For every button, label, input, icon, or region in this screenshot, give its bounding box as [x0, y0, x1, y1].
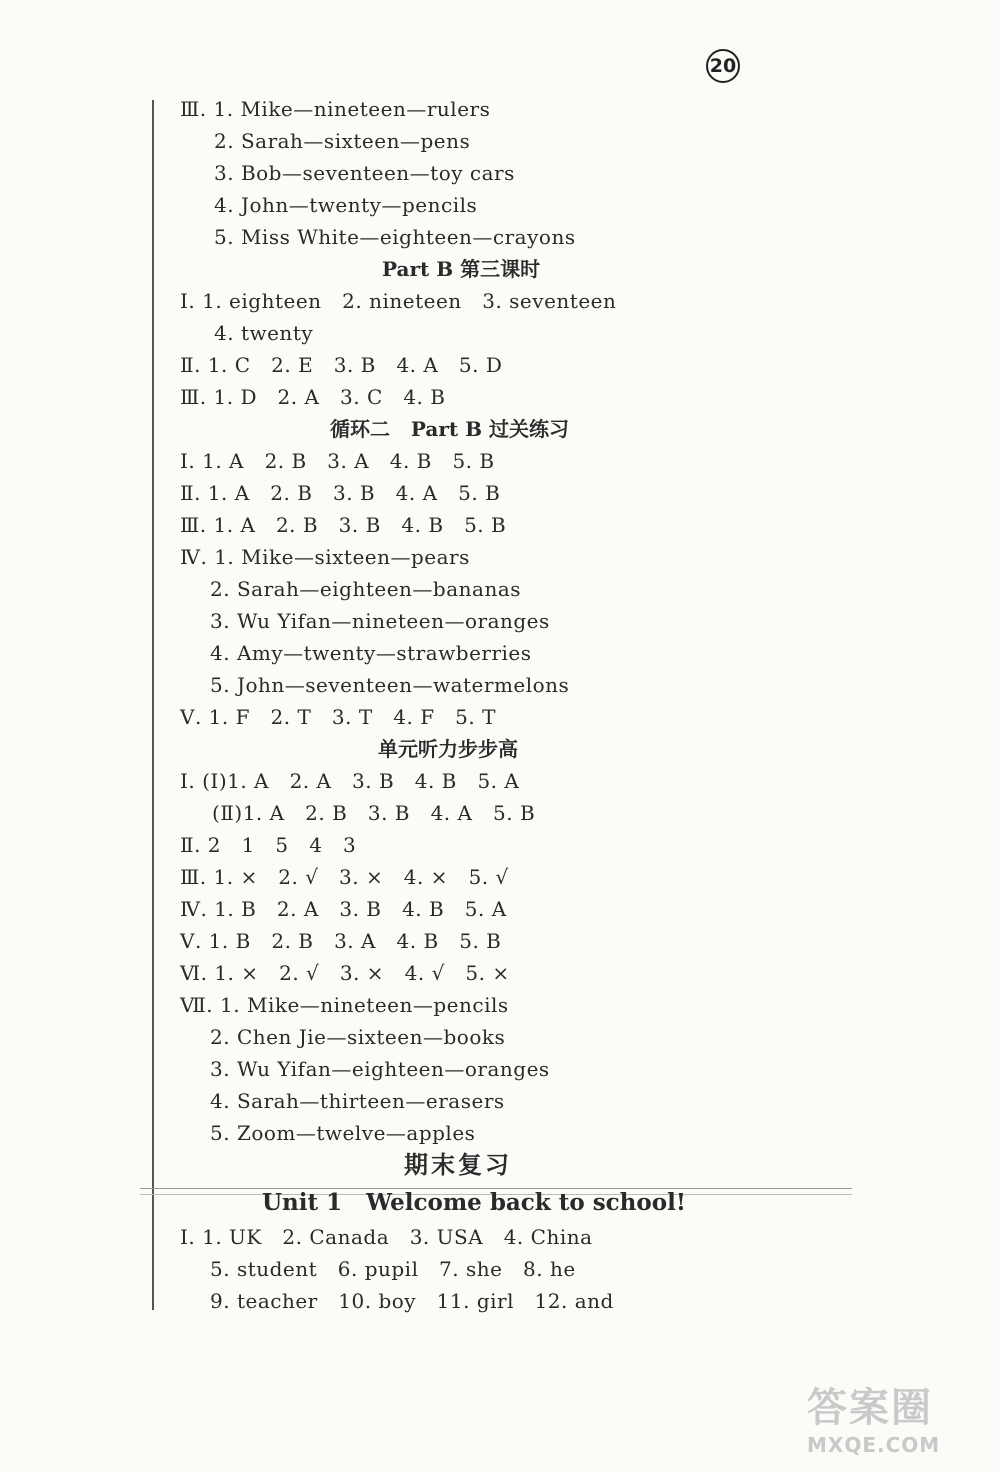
- answer-line: Ⅰ. 1. eighteen 2. nineteen 3. seventeen: [180, 289, 617, 313]
- answer-line: Ⅳ. 1. B 2. A 3. B 4. B 5. A: [180, 897, 507, 921]
- answer-line: 4. twenty: [214, 321, 314, 345]
- section-heading: Part B 第三课时: [382, 257, 541, 281]
- answer-line: 3. Bob—seventeen—toy cars: [214, 161, 515, 185]
- answer-line: Ⅵ. 1. × 2. √ 3. × 4. √ 5. ×: [180, 961, 510, 985]
- review-section-title: 期末复习: [404, 1150, 512, 1179]
- answer-line: Ⅰ. 1. UK 2. Canada 3. USA 4. China: [180, 1225, 593, 1249]
- answer-line: 3. Wu Yifan—nineteen—oranges: [210, 609, 550, 633]
- answer-line: Ⅲ. 1. Mike—nineteen—rulers: [180, 97, 491, 121]
- answer-line: 4. Amy—twenty—strawberries: [210, 641, 532, 665]
- unit-title: Unit 1 Welcome back to school!: [262, 1189, 686, 1216]
- answer-line: 4. John—twenty—pencils: [214, 193, 478, 217]
- answer-line: Ⅰ. 1. A 2. B 3. A 4. B 5. B: [180, 449, 495, 473]
- answer-line: 2. Sarah—eighteen—bananas: [210, 577, 522, 601]
- answer-line: Ⅲ. 1. A 2. B 3. B 4. B 5. B: [180, 513, 507, 537]
- watermark: [807, 1376, 982, 1461]
- answer-line: 5. student 6. pupil 7. she 8. he: [210, 1257, 576, 1281]
- answer-line: Ⅱ. 1. C 2. E 3. B 4. A 5. D: [180, 353, 503, 377]
- answer-line: (Ⅱ)1. A 2. B 3. B 4. A 5. B: [212, 801, 536, 825]
- answer-line: 9. teacher 10. boy 11. girl 12. and: [210, 1289, 614, 1313]
- answer-line: 2. Sarah—sixteen—pens: [214, 129, 471, 153]
- section-heading: 循环二 Part B 过关练习: [330, 417, 569, 441]
- margin-rule: [152, 100, 154, 1310]
- answer-line: 5. Miss White—eighteen—crayons: [214, 225, 576, 249]
- answer-line: Ⅱ. 1. A 2. B 3. B 4. A 5. B: [180, 481, 501, 505]
- answer-line: Ⅶ. 1. Mike—nineteen—pencils: [180, 993, 509, 1017]
- answer-line: Ⅴ. 1. F 2. T 3. T 4. F 5. T: [180, 705, 496, 729]
- answer-line: Ⅴ. 1. B 2. B 3. A 4. B 5. B: [180, 929, 502, 953]
- answer-line: Ⅲ. 1. D 2. A 3. C 4. B: [180, 385, 446, 409]
- answer-line: Ⅱ. 2 1 5 4 3: [180, 833, 357, 857]
- answer-line: 3. Wu Yifan—eighteen—oranges: [210, 1057, 550, 1081]
- watermark-url: MXQE.COM: [807, 1433, 941, 1457]
- answer-line: 2. Chen Jie—sixteen—books: [210, 1025, 506, 1049]
- answer-line: 5. John—seventeen—watermelons: [210, 673, 570, 697]
- answer-line: Ⅲ. 1. × 2. √ 3. × 4. × 5. √: [180, 865, 509, 889]
- answer-line: Ⅳ. 1. Mike—sixteen—pears: [180, 545, 470, 569]
- answer-line: 5. Zoom—twelve—apples: [210, 1121, 476, 1145]
- watermark-logo-text: 答案圈: [807, 1385, 933, 1431]
- page-number: 20: [706, 49, 740, 83]
- answer-line: 4. Sarah—thirteen—erasers: [210, 1089, 505, 1113]
- section-heading: 单元听力步步高: [378, 737, 518, 761]
- answer-line: Ⅰ. (Ⅰ)1. A 2. A 3. B 4. B 5. A: [180, 769, 520, 793]
